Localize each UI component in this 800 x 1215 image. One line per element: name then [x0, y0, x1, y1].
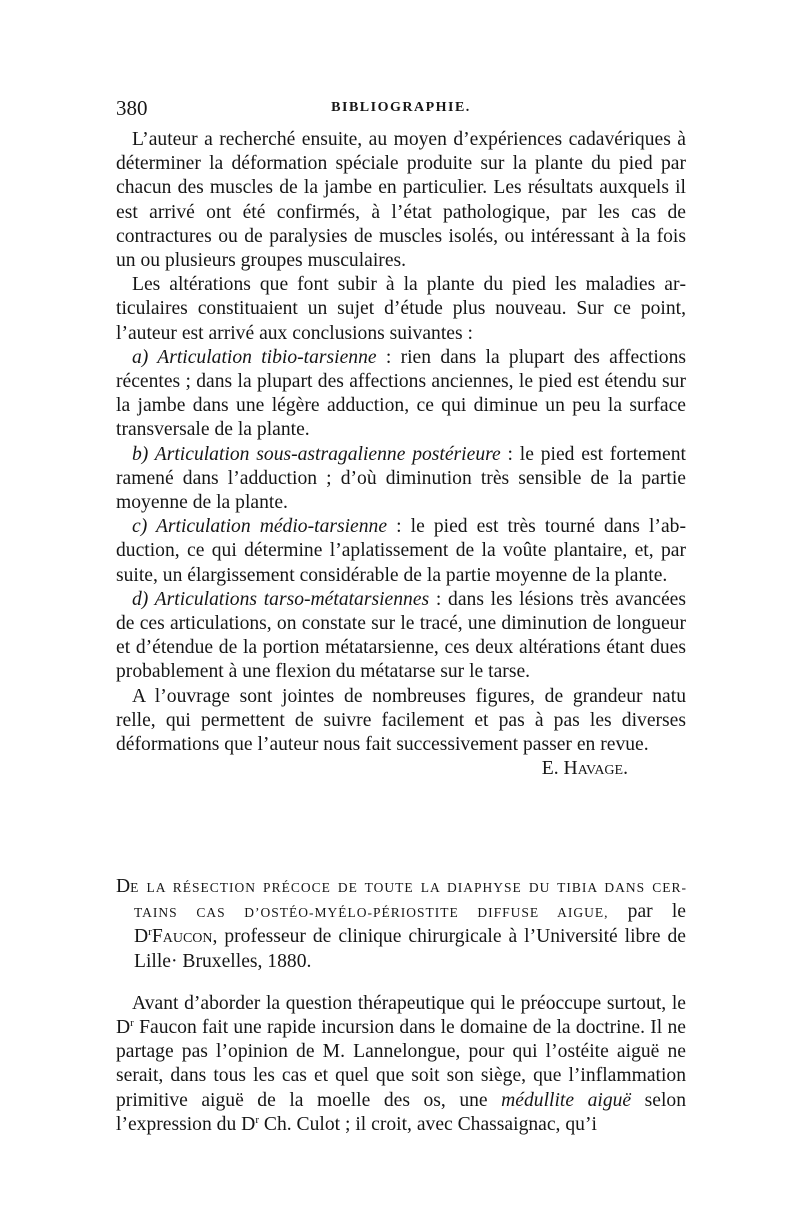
list-item: a) Articulation tibio-tarsienne : rien dans la plupart des affections récentes ; dans la plupart des affections anciennes, le pied est étendu sur la jambe dans une légère adduction, ce qui diminue un peu la surface transversale de la plante.: [116, 346, 686, 441]
running-head: BIBLIOGRAPHIE.: [331, 100, 471, 115]
item-text: le pied est très tourné dans l’abduction, ce qui détermine l’aplatissement de la voûte plantaire, et, par suite, un élargissement considérable de la partie moyenne de la plante.: [116, 516, 686, 586]
review-1: [116, 128, 686, 781]
paragraph: A l’ouvrage sont jointes de nombreuses figures, de grandeur natu relle, qui permettent de suivre facilement et pas à pas les diverses déformations que l’auteur nous fait successivement passer en revue.: [116, 685, 686, 756]
paragraph: L’auteur a recherché ensuite, au moyen d’expériences cadavériques à déterminer la déformation spéciale produite sur la plante du pied par chacun des muscles de la jambe en particulier. Les résultats auxquels il est arrivé ont été confirmés, à l’état pathologique, par les cas de contractures ou de paralysies de muscles isolés, ou intéressant à la fois un ou plusieurs groupes musculaires.: [116, 129, 686, 272]
item-text: le pied est fortement ramené dans l’adduction ; d’où diminution très sensible de la partie moyenne de la plante.: [116, 443, 686, 514]
entry-title: DE LA RÉSECTION PRÉCOCE DE TOUTE LA DIAPHYSE DU TIBIA DANS CERTAINS CAS D’OSTÉO-MYÉLO-PÉRIOSTITE DIFFUSE AIGUE, par le $D^rFaucon$, professeur de clinique chirurgicale à l’Université libre de Lille· Bruxelles, 1880.: [116, 876, 686, 972]
item-label: c) Articulation médio-tarsienne: [132, 516, 388, 538]
author-name: Faucon,: [151, 926, 218, 948]
list-item: d) Articulations tarso-métatarsiennes : dans les lésions très avancées de ces articulations, on constate sur le tracé, une diminution de longueur et d’étendue de la portion métatarsienne, ces deux altérations étant dues probablement à une flexion du métatarse sur le tarse.: [116, 588, 686, 683]
review-2: [116, 875, 686, 1137]
signature: E. Havage.: [541, 758, 628, 780]
list-item: b) Articulation sous-astragalienne postérieure : le pied est fortement ramené dans l’adduction ; d’où diminution très sensible de la partie moyenne de la plante.: [116, 443, 686, 514]
item-text: dans les lésions très avancées de ces articulations, on constate sur le tracé, une diminution de longueur et d’étendue de la portion métatarsienne, ces deux altérations étant dues probablement à une flexion du métatarse sur le tarse.: [116, 588, 686, 683]
list-item: c) Articulation médio-tarsienne : le pied est très tourné dans l’abduction, ce qui détermine l’aplatissement de la voûte plantaire, et, par suite, un élargissement considérable de la partie moyenne de la plante.: [116, 516, 686, 586]
paragraph: Avant d’aborder la question thérapeutique qui le préoccupe surtout, le $D^r$ Faucon fait une rapide incursion dans le domaine de la doctrine. Il ne partage pas l’opinion de M. Lannelongue, pour qui l’ostéite aiguë ne serait, dans tous les cas et quel que soit son siège, que l’inflammation primitive aiguë de la moelle des os, une médullite aiguë selon l’expression du $D^r$ Ch. Culot ; il croit, avec Chassaignac, qu’i: [116, 992, 686, 1135]
item-text: rien dans la plupart des affections récentes ; dans la plupart des affections anciennes, le pied est étendu sur la jambe dans une légère adduction, ce qui diminue un peu la surface transversale de la plante.: [116, 346, 686, 441]
item-label: b) Articulation sous-astragalienne postérieure: [132, 443, 501, 465]
item-label: a) Articulation tibio-tarsienne: [132, 346, 377, 368]
paragraph: Les altérations que font subir à la plante du pied les maladies articulaires constituaient un sujet d’étude plus nouveau. Sur ce point, l’auteur est arrivé aux conclusions suivantes :: [116, 274, 686, 344]
item-label: d) Articulations tarso-métatarsiennes: [132, 588, 430, 610]
page-header: [116, 96, 686, 122]
page-number: 380: [116, 96, 148, 120]
